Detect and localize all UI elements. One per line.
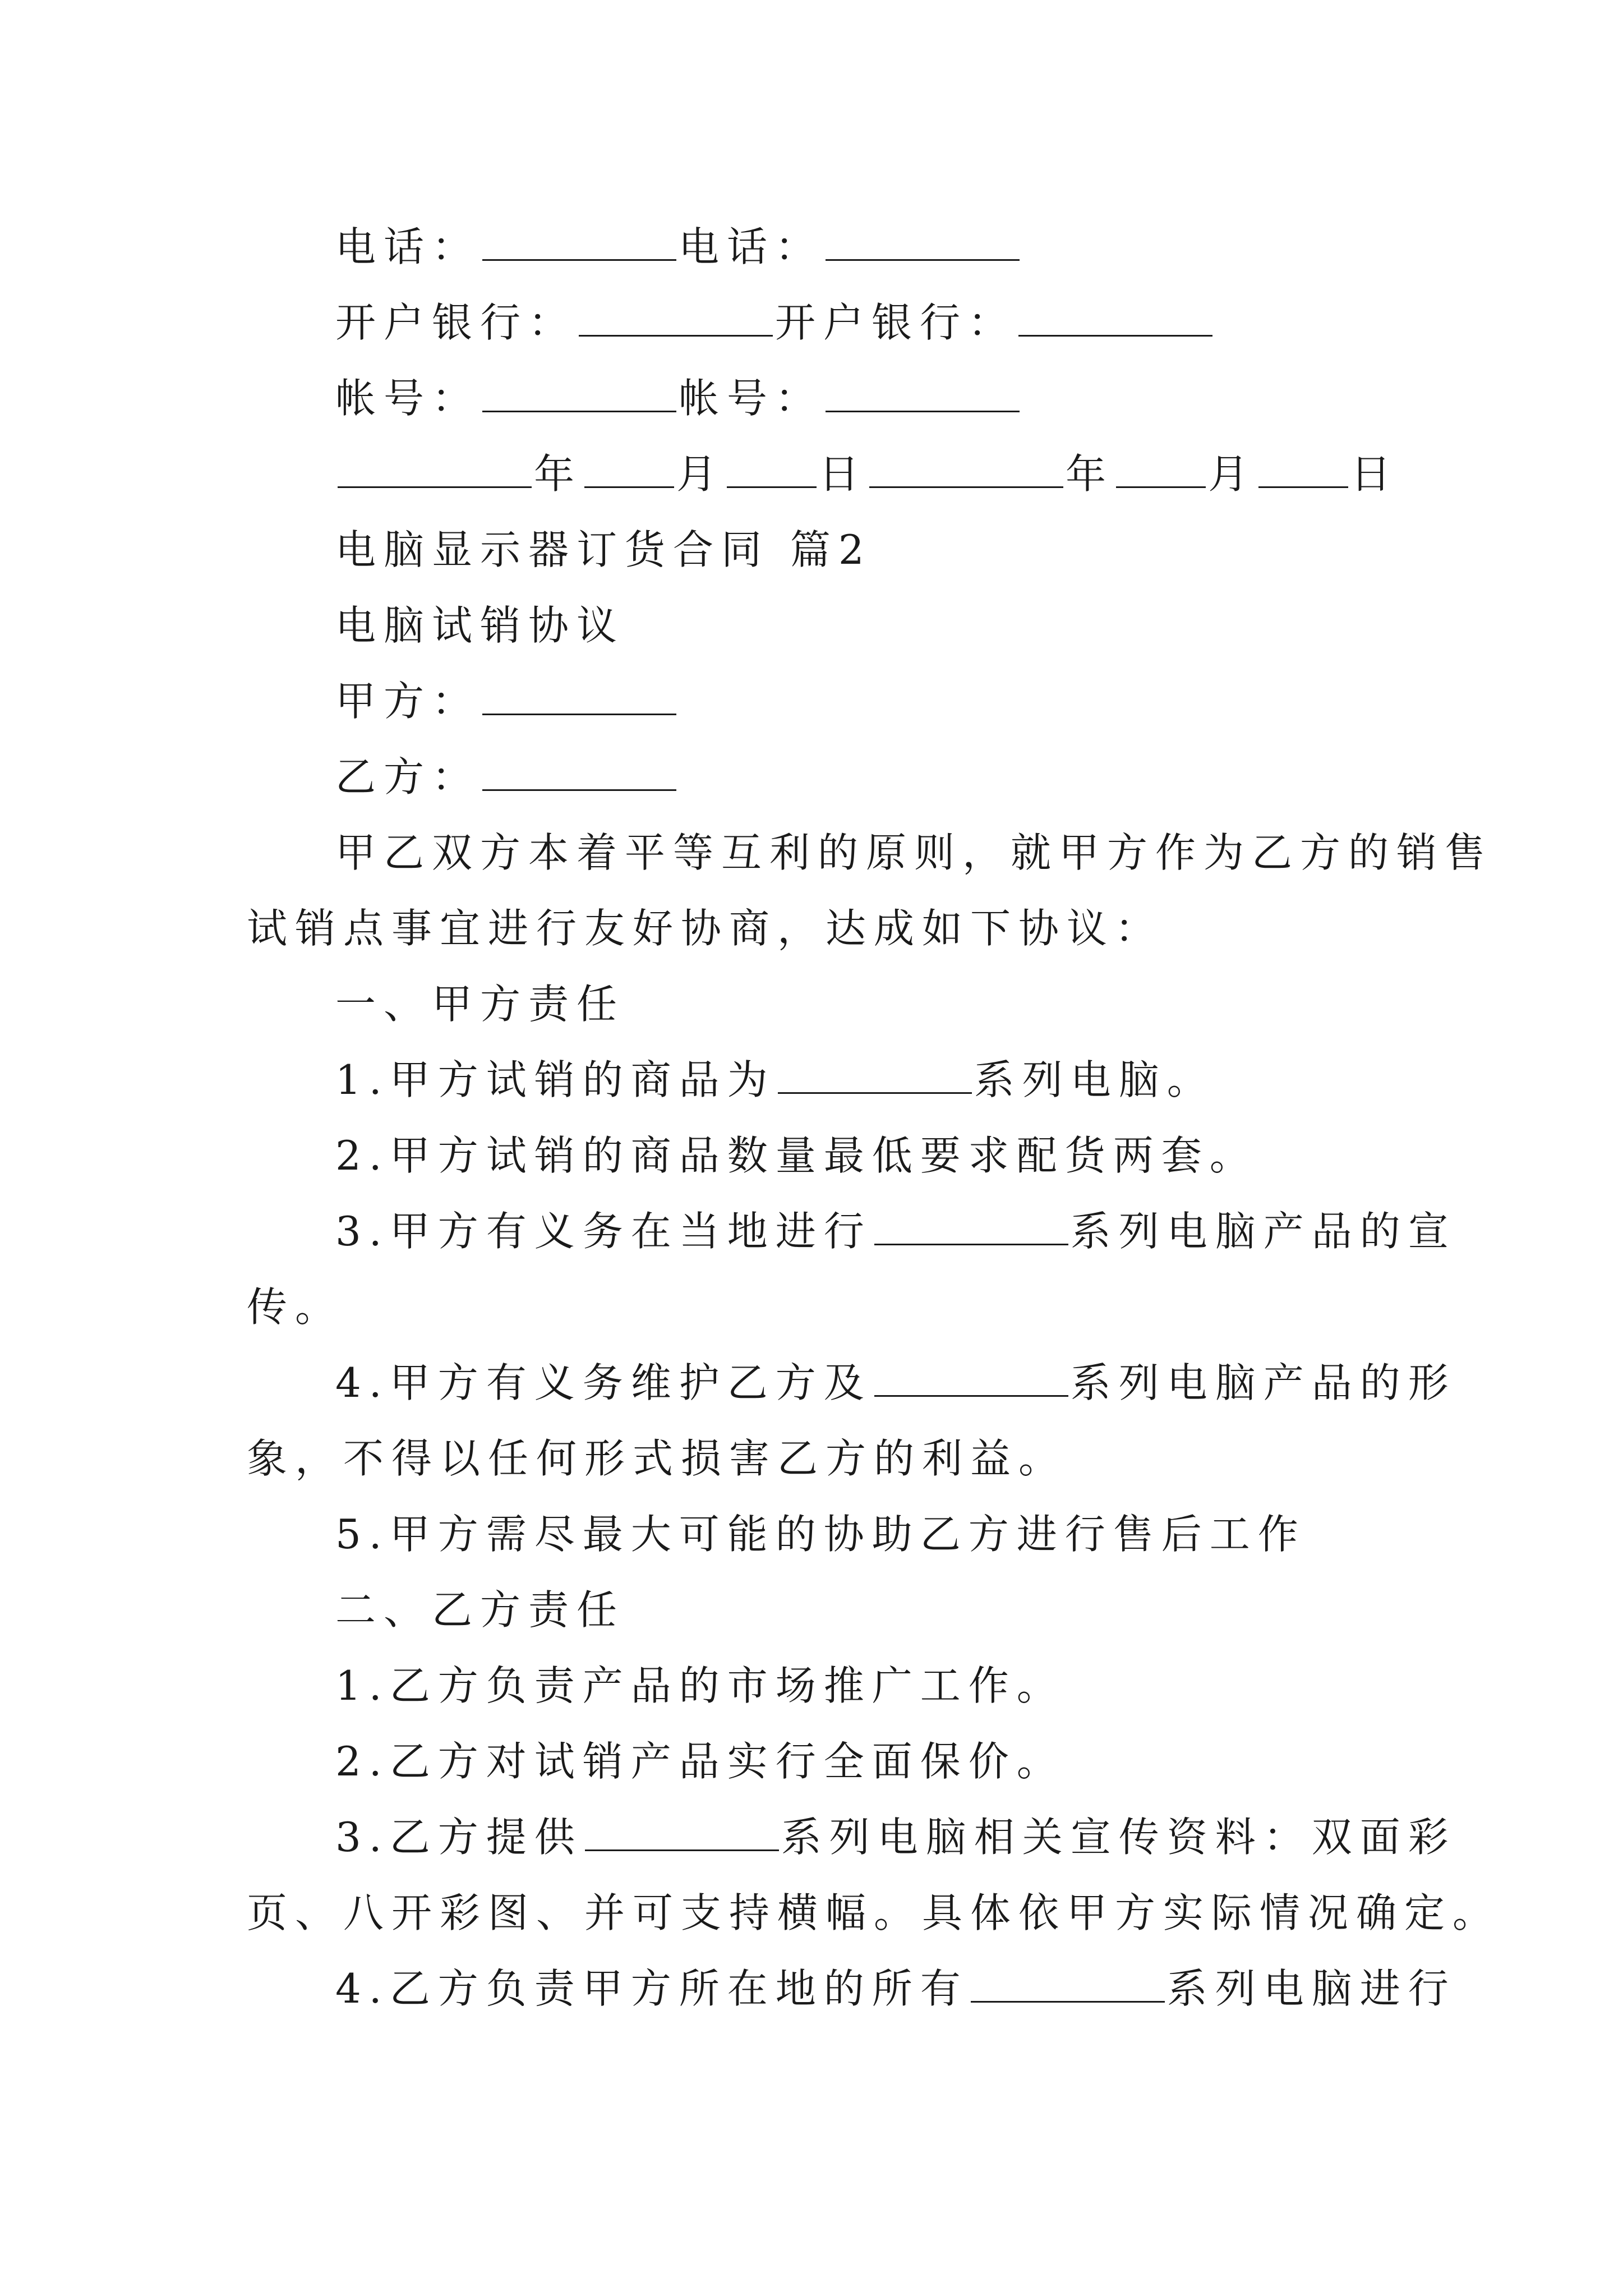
intro-line-1: 甲乙双方本着平等互利的原则，就甲方作为乙方的销售: [335, 829, 1493, 876]
date-line: [335, 446, 1399, 502]
agreement-title: 电脑试销协议: [335, 602, 625, 649]
item-text: 系列电脑产品的宣: [1070, 1208, 1456, 1255]
item-text: 4.甲方有义务维护乙方及: [335, 1359, 872, 1406]
party-a-blank: [482, 677, 676, 715]
party-a-label: 甲方：: [335, 678, 481, 725]
bank-label-b: 开户银行：: [775, 299, 1017, 346]
part-one-item-1: [335, 1052, 1215, 1108]
part-two-item-3-cont: 页、八开彩图、并可支持横幅。具体依甲方实际情况确定。: [247, 1889, 1501, 1936]
part-two-item-4: [335, 1961, 1456, 2017]
item-text: 4.乙方负责甲方所在地的所有: [335, 1965, 969, 2012]
part-one-item-3: [335, 1203, 1456, 1259]
account-label-a: 帐号：: [335, 375, 481, 422]
party-b-line: [335, 749, 679, 805]
day-label-b: 日: [1350, 450, 1399, 498]
party-b-label: 乙方：: [335, 753, 481, 800]
item-blank: [874, 1358, 1068, 1397]
part-one-item-5: 5.甲方需尽最大可能的协助乙方进行售后工作: [335, 1511, 1306, 1558]
day-blank-a: [727, 449, 817, 488]
item-text: 系列电脑进行: [1166, 1965, 1456, 2012]
part-one-item-4: [335, 1355, 1456, 1411]
month-label-b: 月: [1208, 450, 1257, 498]
item-text: 系列电脑产品的形: [1070, 1359, 1456, 1406]
part-two-item-3: [335, 1809, 1456, 1865]
account-line: [335, 370, 1022, 426]
section-title: 电脑显示器订货合同 篇2: [335, 526, 872, 573]
month-label-a: 月: [676, 450, 725, 498]
month-blank-a: [584, 449, 674, 488]
phone-blank-b: [826, 222, 1020, 261]
item-blank: [971, 1964, 1165, 2003]
phone-label-a: 电话：: [335, 223, 481, 270]
item-text: 系列电脑相关宣传资料：双面彩: [781, 1814, 1456, 1861]
day-label-a: 日: [819, 450, 868, 498]
intro-line-2: 试销点事宜进行友好协商，达成如下协议：: [247, 905, 1164, 952]
phone-blank-a: [482, 222, 676, 261]
account-blank-a: [482, 374, 676, 412]
phone-label-b: 电话：: [679, 223, 824, 270]
item-blank: [778, 1055, 972, 1094]
part-one-item-3-cont: 传。: [247, 1283, 344, 1331]
part-two-item-1: 1.乙方负责产品的市场推广工作。: [335, 1662, 1065, 1709]
item-blank: [585, 1812, 779, 1851]
month-blank-b: [1116, 449, 1206, 488]
year-label-b: 年: [1066, 450, 1114, 498]
item-blank: [874, 1207, 1068, 1245]
part-one-item-4-cont: 象，不得以任何形式损害乙方的利益。: [247, 1435, 1067, 1482]
year-label-a: 年: [534, 450, 583, 498]
year-blank-b: [869, 449, 1063, 488]
bank-label-a: 开户银行：: [335, 299, 577, 346]
part-two-heading: 二、乙方责任: [335, 1586, 625, 1634]
account-label-b: 帐号：: [679, 375, 824, 422]
party-b-blank: [482, 752, 676, 791]
phone-line: [335, 219, 1022, 275]
bank-blank-a: [579, 298, 773, 337]
part-one-item-2: 2.甲方试销的商品数量最低要求配货两套。: [335, 1132, 1258, 1179]
part-one-heading: 一、甲方责任: [335, 981, 625, 1028]
item-text: 1.甲方试销的商品为: [335, 1056, 776, 1103]
item-text: 系列电脑。: [974, 1056, 1215, 1103]
part-two-item-2: 2.乙方对试销产品实行全面保价。: [335, 1738, 1065, 1785]
bank-blank-b: [1018, 298, 1212, 337]
year-blank-a: [338, 449, 532, 488]
day-blank-b: [1258, 449, 1348, 488]
party-a-line: [335, 673, 679, 729]
account-blank-b: [826, 374, 1020, 412]
item-text: 3.甲方有义务在当地进行: [335, 1208, 872, 1255]
bank-line: [335, 295, 1215, 351]
item-text: 3.乙方提供: [335, 1814, 583, 1861]
